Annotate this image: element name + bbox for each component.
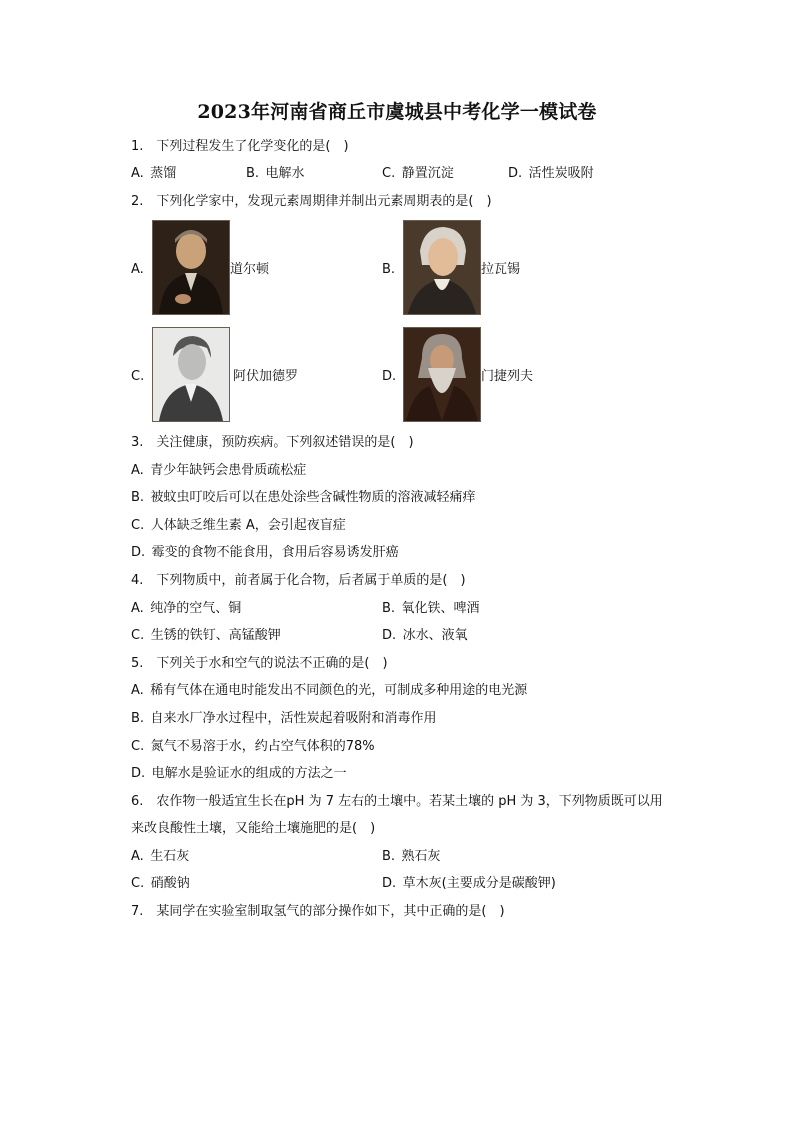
paper-title: 2023年河南省商丘市虞城县中考化学一模试卷 [197,101,597,123]
question-2-option-b-label: 拉瓦锡 [481,262,521,277]
question-2-option-c-label: 阿伏加德罗 [233,369,299,384]
question-6-option-d: D. 草木灰(主要成分是碳酸钾) [382,876,556,891]
question-5-stem: 5. 下列关于水和空气的说法不正确的是( ) [131,656,388,671]
question-2-option-a-letter: A. [131,262,144,277]
question-2-option-d-letter: D. [382,369,397,384]
question-2-option-b-letter: B. [382,262,396,277]
question-4-stem: 4. 下列物质中，前者属于化合物，后者属于单质的是( ) [131,573,466,588]
question-1-stem: 1. 下列过程发生了化学变化的是( ) [131,139,349,154]
question-6-option-a: A. 生石灰 [131,849,190,864]
question-4-option-d: D. 冰水、液氧 [382,628,468,643]
question-1-option-a: A. 蒸馏 [131,166,177,181]
question-3-option-a: A. 青少年缺钙会患骨质疏松症 [131,463,307,478]
portrait-mendeleev-image [403,327,481,422]
question-6-stem-line-2: 来改良酸性土壤，又能给土壤施肥的是( ) [131,821,376,836]
question-4-option-a: A. 纯净的空气、铜 [131,601,242,616]
question-2-option-d-label: 门捷列夫 [481,369,534,384]
question-6-option-b: B. 熟石灰 [382,849,441,864]
question-7-stem: 7. 某同学在实验室制取氢气的部分操作如下，其中正确的是( ) [131,904,505,919]
question-3-option-b: B. 被蚊虫叮咬后可以在患处涂些含碱性物质的溶液减轻痛痒 [131,490,476,505]
question-6-stem-line-1: 6. 农作物一般适宜生长在pH 为 7 左右的土壤中。若某土壤的 pH 为 3，下列物质既可以用 [131,794,663,809]
question-3-option-c: C. 人体缺乏维生素 A，会引起夜盲症 [131,518,346,533]
question-1-option-c: C. 静置沉淀 [382,166,454,181]
question-2-option-c-letter: C. [131,369,145,384]
question-5-option-c: C. 氮气不易溶于水，约占空气体积的78% [131,739,375,754]
question-3-option-d: D. 霉变的食物不能食用，食用后容易诱发肝癌 [131,545,399,560]
question-2-stem: 2. 下列化学家中，发现元素周期律并制出元素周期表的是( ) [131,194,492,209]
question-4-option-b: B. 氧化铁、啤酒 [382,601,480,616]
portrait-avogadro-image [152,327,230,422]
question-2-option-a-label: 道尔顿 [230,262,270,277]
question-5-option-a: A. 稀有气体在通电时能发出不同颜色的光，可制成多种用途的电光源 [131,683,528,698]
portrait-dalton-image [152,220,230,315]
question-4-option-c: C. 生锈的铁钉、高锰酸钾 [131,628,281,643]
question-5-option-d: D. 电解水是验证水的组成的方法之一 [131,766,347,781]
portrait-lavoisier-image [403,220,481,315]
question-1-option-b: B. 电解水 [246,166,305,181]
question-3-stem: 3. 关注健康，预防疾病。下列叙述错误的是( ) [131,435,414,450]
question-5-option-b: B. 自来水厂净水过程中，活性炭起着吸附和消毒作用 [131,711,437,726]
question-6-option-c: C. 硝酸钠 [131,876,190,891]
question-1-option-d: D. 活性炭吸附 [508,166,594,181]
